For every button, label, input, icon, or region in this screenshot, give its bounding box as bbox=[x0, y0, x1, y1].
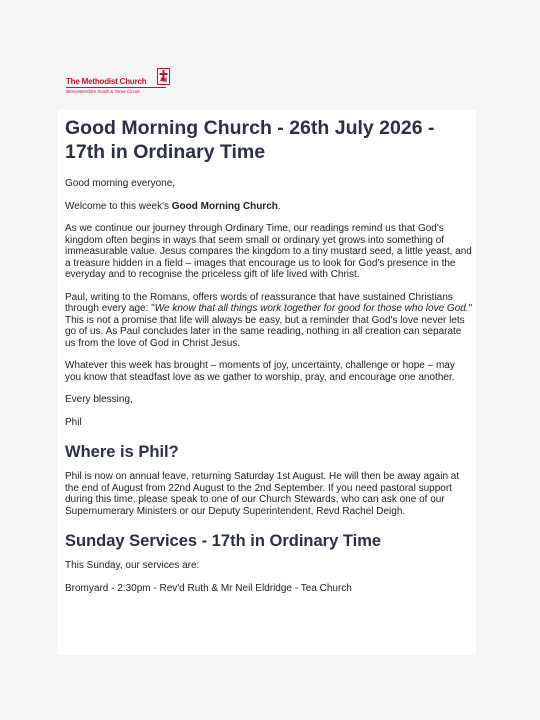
greeting: Good morning everyone, bbox=[65, 178, 176, 189]
methodist-church-logo bbox=[66, 68, 170, 98]
intro-paragraph-blessing: Whatever this week has brought – moments of joy, uncertainty, challenge or hope – may you know that steadfast love as we gather to worship, pray, and encourage one another. bbox=[65, 360, 455, 383]
newsletter-name: Good Morning Church bbox=[171, 200, 278, 212]
scripture-quote: We know that all things work together for good for those who love God. bbox=[154, 303, 469, 314]
sunday-services-heading: Sunday Services - 17th in Ordinary Time bbox=[65, 532, 382, 550]
service-item: Bromyard - 2:30pm - Rev'd Ruth & Mr Neil Eldridge - Tea Church bbox=[65, 582, 352, 594]
signoff: Every blessing, bbox=[65, 394, 133, 405]
logo-tagline: Worcestershire South & Teme Circuit bbox=[66, 89, 140, 94]
intro-paragraph-ordinary-time: As we continue our journey through Ordinary Time, our readings remind us that God's kingdom often begins in ways that seem small or ordinary yet grows into something of immeasurable value. Jesus compares the kingdom to a tiny mustard seed, a little yeast, and a treasure hidden in a field – images that encourage us to look for God's presence in the everyday and to recognise the priceless gift of life lived with Christ. bbox=[65, 223, 472, 280]
signature: Phil bbox=[65, 416, 82, 428]
services-intro: This Sunday, our services are: bbox=[65, 560, 200, 571]
intro-paragraph-romans: Paul, writing to the Romans, offers words of reassurance that have sustained Christians through every age: "We know that all things work together for good for those who love God." This is not a promise that life will always be easy, but a reminder that God's love never lets go of us. As Paul concludes later in the same reading, nothing in all creation can separate us from the love of God in Christ Jesus. bbox=[65, 291, 473, 349]
page-title: Good Morning Church - 26th July 2026 - 17th in Ordinary Time bbox=[65, 117, 435, 163]
newsletter-content bbox=[65, 116, 473, 594]
cross-and-flame-icon bbox=[157, 68, 170, 85]
newsletter-card bbox=[58, 110, 476, 655]
welcome-paragraph: Welcome to this week's Good Morning Church. bbox=[65, 200, 281, 212]
where-is-phil-heading: Where is Phil? bbox=[65, 443, 179, 461]
logo-name: The Methodist Church bbox=[66, 77, 147, 86]
logo-underline bbox=[66, 87, 166, 88]
where-is-phil-text: Phil is now on annual leave, returning Saturday 1st August. He will then be away again at the end of August from 22nd August to the 2nd September. If you need pastoral support during this time, please speak to one of our Church Stewards, who can ask one of our Supernumerary Ministers or our Deputy Superintendent, Revd Rachel Deigh. bbox=[65, 471, 460, 517]
